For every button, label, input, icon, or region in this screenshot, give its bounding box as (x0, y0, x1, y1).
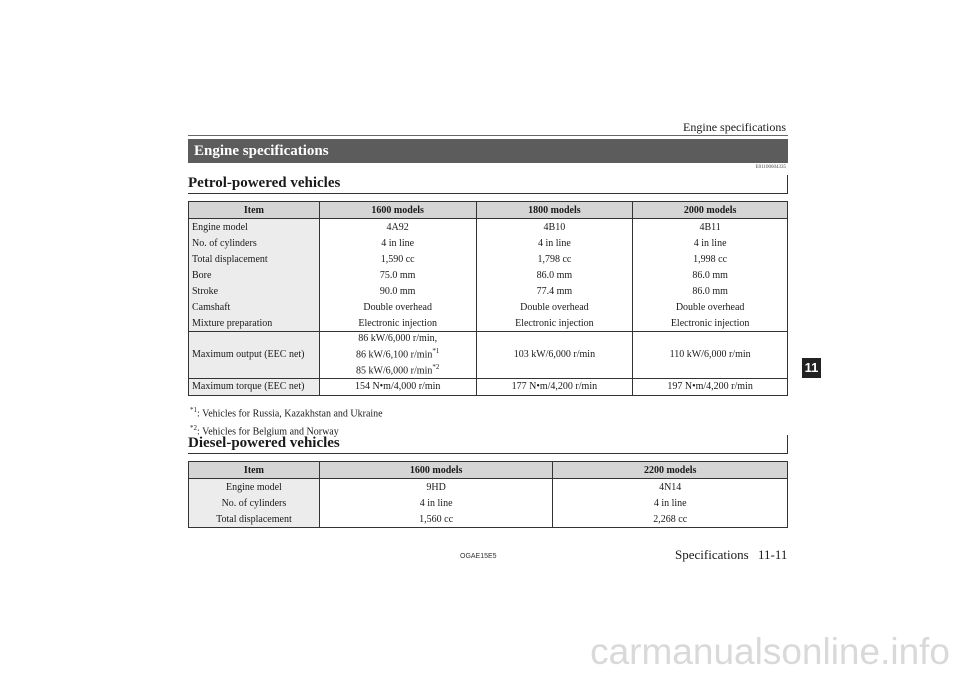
table-cell: 4 in line (319, 235, 476, 251)
table-cell: Double overhead (319, 299, 476, 315)
table-row (189, 299, 788, 315)
footnote-mark: *1 (190, 406, 197, 414)
table-cell: 154 N•m/4,000 r/min (319, 378, 476, 395)
table-row-max-torque (189, 378, 788, 395)
table-row (189, 235, 788, 251)
table-cell: 90.0 mm (319, 283, 476, 299)
reference-code: E01100604335 (755, 165, 786, 170)
output-line: 86 kW/6,100 r/min (355, 349, 433, 361)
row-label: Mixture preparation (189, 315, 320, 332)
column-header: 1600 models (319, 462, 553, 479)
table-cell: 86.0 mm (476, 267, 633, 283)
table-cell: 4 in line (633, 235, 788, 251)
page-number: 11-11 (758, 547, 788, 562)
row-label: No. of cylinders (189, 235, 320, 251)
row-label: Engine model (189, 479, 320, 496)
table-cell: 9HD (319, 479, 553, 496)
table-cell: 4B11 (633, 219, 788, 236)
table-cell: 75.0 mm (319, 267, 476, 283)
table-row (189, 283, 788, 299)
row-label: Engine model (189, 219, 320, 236)
table-cell: 4A92 (319, 219, 476, 236)
table-header-row (189, 202, 788, 219)
table-row (189, 479, 788, 496)
row-label: Stroke (189, 283, 320, 299)
table-cell: 4 in line (319, 495, 553, 511)
column-header: 2000 models (633, 202, 788, 219)
table-cell: Double overhead (633, 299, 788, 315)
section-title: Engine specifications (188, 139, 788, 163)
column-header: 2200 models (553, 462, 788, 479)
footnote (190, 403, 383, 421)
table-cell: 4 in line (476, 235, 633, 251)
table-row-max-output (189, 332, 788, 379)
footnote-text: : Vehicles for Russia, Kazakhstan and Ukraine (197, 408, 383, 420)
table-cell: 77.4 mm (476, 283, 633, 299)
table-row (189, 315, 788, 332)
row-label: Total displacement (189, 511, 320, 528)
row-label: Maximum output (EEC net) (189, 332, 320, 379)
column-header: Item (189, 202, 320, 219)
footnote-mark: *2 (190, 424, 197, 433)
table-cell: 4 in line (553, 495, 788, 511)
row-label: Camshaft (189, 299, 320, 315)
table-cell: 103 kW/6,000 r/min (476, 332, 633, 379)
table-cell: 86.0 mm (633, 267, 788, 283)
footnote-text: : Vehicles for Belgium and Norway (197, 426, 339, 438)
table-row (189, 219, 788, 236)
footnote-mark: *2 (432, 363, 440, 372)
table-cell: 4B10 (476, 219, 633, 236)
table-cell: 110 kW/6,000 r/min (633, 332, 788, 379)
row-label: Maximum torque (EEC net) (189, 378, 320, 395)
row-label: Bore (189, 267, 320, 283)
footer-section-name: Specifications (675, 547, 749, 562)
output-line: 85 kW/6,000 r/min (355, 365, 433, 377)
chapter-tab-badge: 11 (802, 358, 821, 378)
petrol-heading: Petrol-powered vehicles (188, 175, 788, 194)
table-cell: Electronic injection (319, 315, 476, 332)
petrol-spec-table (188, 201, 788, 396)
table-cell: Electronic injection (476, 315, 633, 332)
table-cell: 1,590 cc (319, 251, 476, 267)
table-cell: 177 N•m/4,200 r/min (476, 378, 633, 395)
output-line: 86 kW/6,000 r/min, (358, 333, 438, 344)
diesel-spec-table (188, 461, 788, 528)
table-cell: Electronic injection (633, 315, 788, 332)
footnote-mark: *1 (432, 347, 440, 355)
table-row (189, 495, 788, 511)
table-row (189, 251, 788, 267)
table-cell: 1,560 cc (319, 511, 553, 528)
table-cell: Double overhead (476, 299, 633, 315)
table-row (189, 511, 788, 528)
table-cell (319, 332, 476, 379)
column-header: Item (189, 462, 320, 479)
footer-code: OGAE15E5 (460, 553, 497, 560)
table-row (189, 267, 788, 283)
table-cell: 1,998 cc (633, 251, 788, 267)
watermark: carmanualsonline.info (590, 631, 950, 672)
column-header: 1800 models (476, 202, 633, 219)
table-cell: 2,268 cc (553, 511, 788, 528)
table-cell: 197 N•m/4,200 r/min (633, 378, 788, 395)
column-header: 1600 models (319, 202, 476, 219)
table-cell: 4N14 (553, 479, 788, 496)
table-header-row (189, 462, 788, 479)
diesel-heading: Diesel-powered vehicles (188, 435, 788, 454)
row-label: No. of cylinders (189, 495, 320, 511)
table-cell: 1,798 cc (476, 251, 633, 267)
row-label: Total displacement (189, 251, 320, 267)
running-head: Engine specifications (683, 120, 786, 134)
header-rule (188, 135, 788, 136)
table-cell: 86.0 mm (633, 283, 788, 299)
